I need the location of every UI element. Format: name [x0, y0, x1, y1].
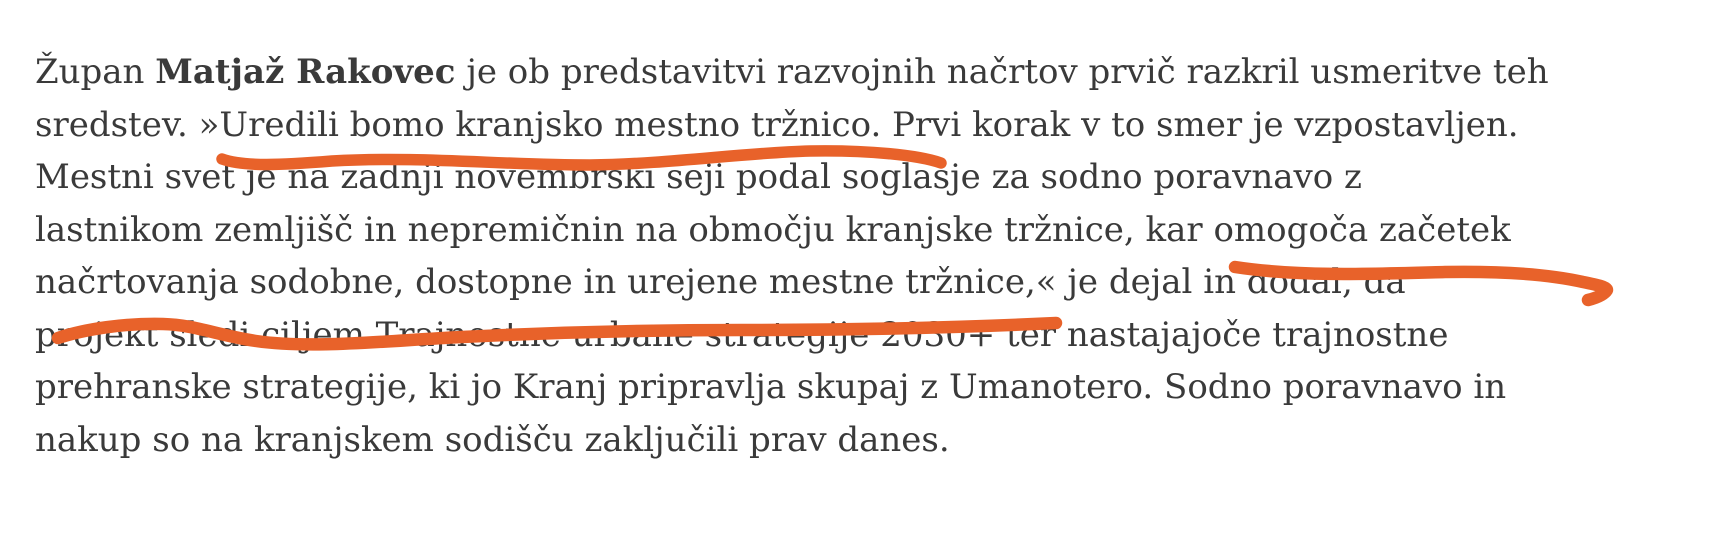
paragraph-line-7: prehranske strategije, ki jo Kranj pripravlja skupaj z Umanotero. Sodno poravnavo in: [35, 367, 1507, 407]
paragraph-line-4: lastnikom zemljišč in nepremičnin na območju kranjske tržnice, kar omogoča začetek: [35, 209, 1511, 250]
paragraph-line-6: projekt sledi ciljem Trajnostne urbane strategije 2030+ ter nastajajoče trajnostne: [35, 314, 1449, 355]
line-text: je ob predstavitvi razvojnih načrtov prvič razkril usmeritve teh: [455, 52, 1549, 92]
paragraph-line-3: Mestni svet je na zadnji novembrski seji podal soglasje za sodno poravnavo z: [35, 157, 1362, 197]
line-text: Župan: [35, 52, 156, 92]
paragraph-line-2: sredstev. »Uredili bomo kranjsko mestno tržnico. Prvi korak v to smer je vzpostavljen.: [35, 104, 1519, 145]
article-paragraph: [35, 46, 1549, 466]
paragraph-line-8: nakup so na kranjskem sodišču zaključili prav danes.: [35, 419, 950, 460]
paragraph-line-1: [35, 46, 1549, 99]
person-name-bold: Matjaž Rakovec: [155, 52, 456, 92]
paragraph-line-5: načrtovanja sodobne, dostopne in urejene mestne tržnice,« je dejal in dodal, da: [35, 262, 1406, 302]
